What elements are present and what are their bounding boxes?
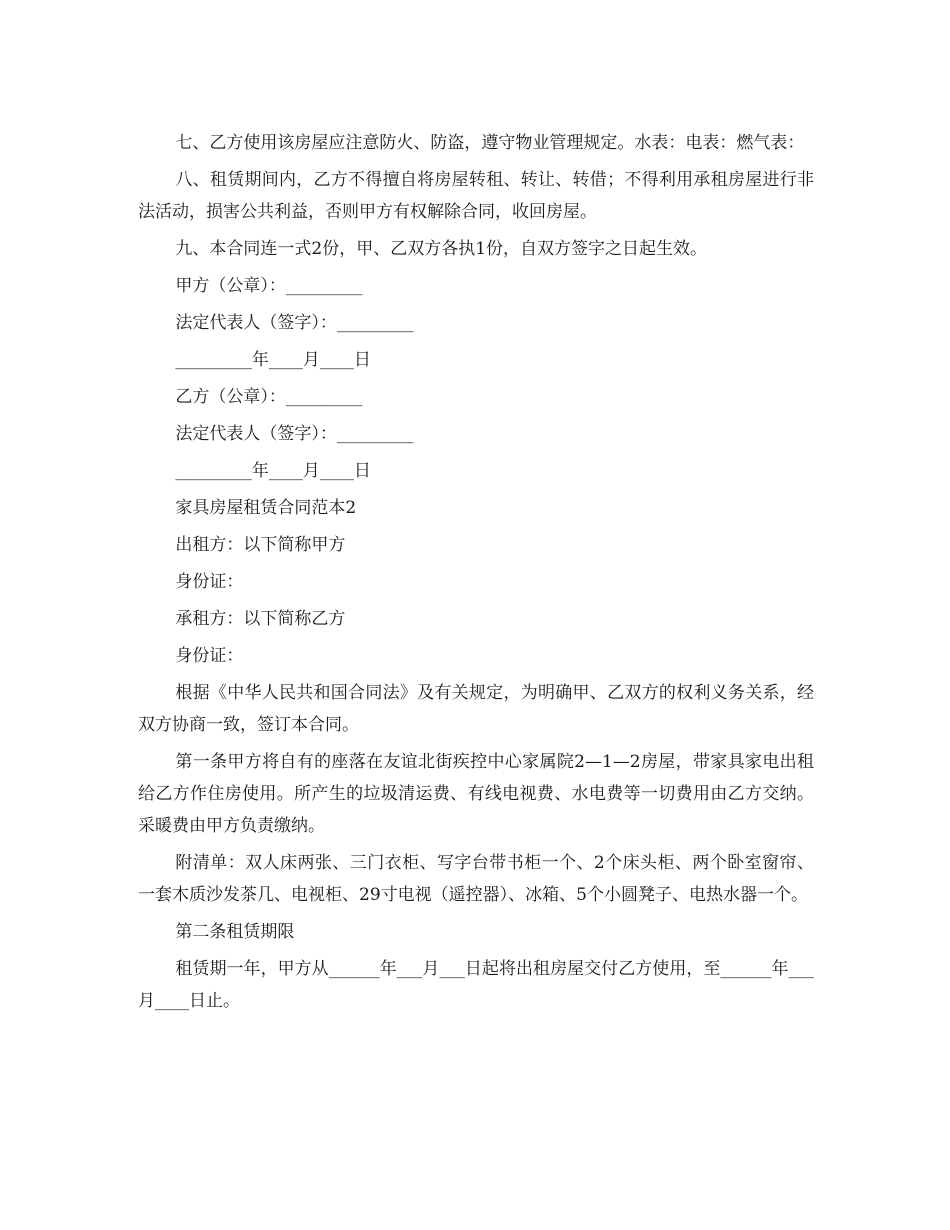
article-2-heading: 第二条租赁期限 [175, 922, 295, 942]
clause-7: 七、乙方使用该房屋应注意防火、防盗，遵守物业管理规定。水表：电表：燃气表： [175, 133, 805, 153]
contract-2-title: 家具房屋租赁合同范本2 [175, 498, 357, 518]
party-b-date-line: _________年____月____日 [175, 461, 371, 481]
article-1: 第一条甲方将自有的座落在友谊北街疾控中心家属院2—1—2房屋，带家具家电出租给乙方作住房使用。所产生的垃圾清运费、有线电视费、水电费等一切费用由乙方交纳。采暖费由甲方负责缴纳。 [138, 752, 814, 836]
clause-8: 八、租赁期间内，乙方不得擅自将房屋转租、转让、转借；不得利用承租房屋进行非法活动，损害公共利益，否则甲方有权解除合同，收回房屋。 [138, 170, 814, 222]
preamble: 根据《中华人民共和国合同法》及有关规定，为明确甲、乙双方的权利义务关系，经双方协商一致，签订本合同。 [138, 683, 814, 735]
party-b-seal-line: 乙方（公章）：_________ [175, 387, 363, 407]
lessee-id-line: 身份证： [175, 646, 244, 666]
party-b-representative-line: 法定代表人（签字）：_________ [175, 424, 414, 444]
party-a-seal-line: 甲方（公章）：_________ [175, 276, 363, 296]
lessor-line: 出租方：以下简称甲方 [175, 535, 346, 555]
party-a-date-line: _________年____月____日 [175, 350, 371, 370]
document-body [138, 127, 814, 1017]
lease-term: 租赁期一年，甲方从______年___月___日起将出租房屋交付乙方使用，至______年___月____日止。 [138, 959, 814, 1011]
lessee-line: 承租方：以下简称乙方 [175, 609, 346, 629]
clause-9: 九、本合同连一式2份，甲、乙双方各执1份，自双方签字之日起生效。 [175, 239, 708, 259]
furniture-list: 附清单：双人床两张、三门衣柜、写字台带书柜一个、2个床头柜、两个卧室窗帘、一套木质沙发茶几、电视柜、29寸电视（遥控器）、冰箱、5个小圆凳子、电热水器一个。 [138, 853, 814, 905]
party-a-representative-line: 法定代表人（签字）：_________ [175, 313, 414, 333]
lessor-id-line: 身份证： [175, 572, 244, 592]
